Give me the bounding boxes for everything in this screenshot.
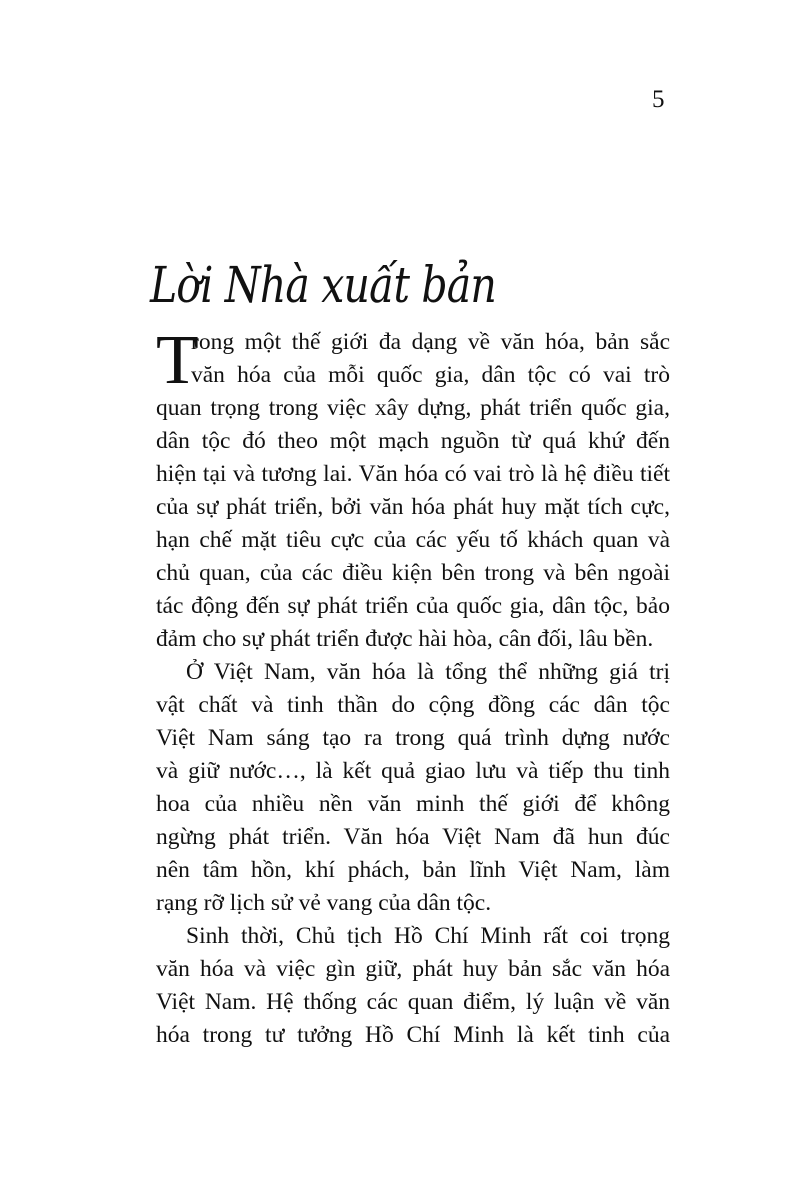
text-line: nên tâm hồn, khí phách, bản lĩnh Việt Nam, làm [156,857,670,883]
text-line: dân tộc đó theo một mạch nguồn từ quá khứ đến [156,428,670,454]
text-line: tác động đến sự phát triển của quốc gia, dân tộc, bảo [156,593,670,619]
text-line: rong một thế giới đa dạng về văn hóa, bản sắc [191,329,670,355]
page-title: Lời Nhà xuất bản [150,255,496,314]
text-line: của sự phát triển, bởi văn hóa phát huy mặt tích cực, [156,494,670,520]
text-line: hoa của nhiều nền văn minh thế giới để không [156,791,670,817]
text-line: văn hóa và việc gìn giữ, phát huy bản sắc văn hóa [156,956,670,982]
drop-cap: T [156,322,199,399]
text-line: rạng rỡ lịch sử vẻ vang của dân tộc. [156,890,492,916]
text-line: ngừng phát triển. Văn hóa Việt Nam đã hun đúc [156,824,670,850]
text-line: Việt Nam. Hệ thống các quan điểm, lý luận về văn [156,989,670,1015]
text-line: Ở Việt Nam, văn hóa là tổng thể những giá trị [186,659,670,685]
paragraph-2 [156,656,670,920]
text-line: quan trọng trong việc xây dựng, phát triển quốc gia, [156,395,670,421]
text-line: hạn chế mặt tiêu cực của các yếu tố khách quan và [156,527,670,553]
text-line: hóa trong tư tưởng Hồ Chí Minh là kết tinh của [156,1022,670,1048]
text-line: vật chất và tinh thần do cộng đồng các dân tộc [156,692,670,718]
text-line: văn hóa của mỗi quốc gia, dân tộc có vai trò [191,362,670,388]
text-line: hiện tại và tương lai. Văn hóa có vai trò là hệ điều tiết [156,461,670,487]
body-text [156,322,670,1052]
paragraph-3 [156,920,670,1052]
text-line: chủ quan, của các điều kiện bên trong và bên ngoài [156,560,670,586]
text-line: Việt Nam sáng tạo ra trong quá trình dựng nước [156,725,670,751]
page-number: 5 [652,86,665,113]
text-line: Sinh thời, Chủ tịch Hồ Chí Minh rất coi trọng [186,923,670,949]
paragraph-1 [156,322,670,656]
text-line: và giữ nước…, là kết quả giao lưu và tiếp thu tinh [156,758,670,784]
text-line: đảm cho sự phát triển được hài hòa, cân đối, lâu bền. [156,626,654,652]
